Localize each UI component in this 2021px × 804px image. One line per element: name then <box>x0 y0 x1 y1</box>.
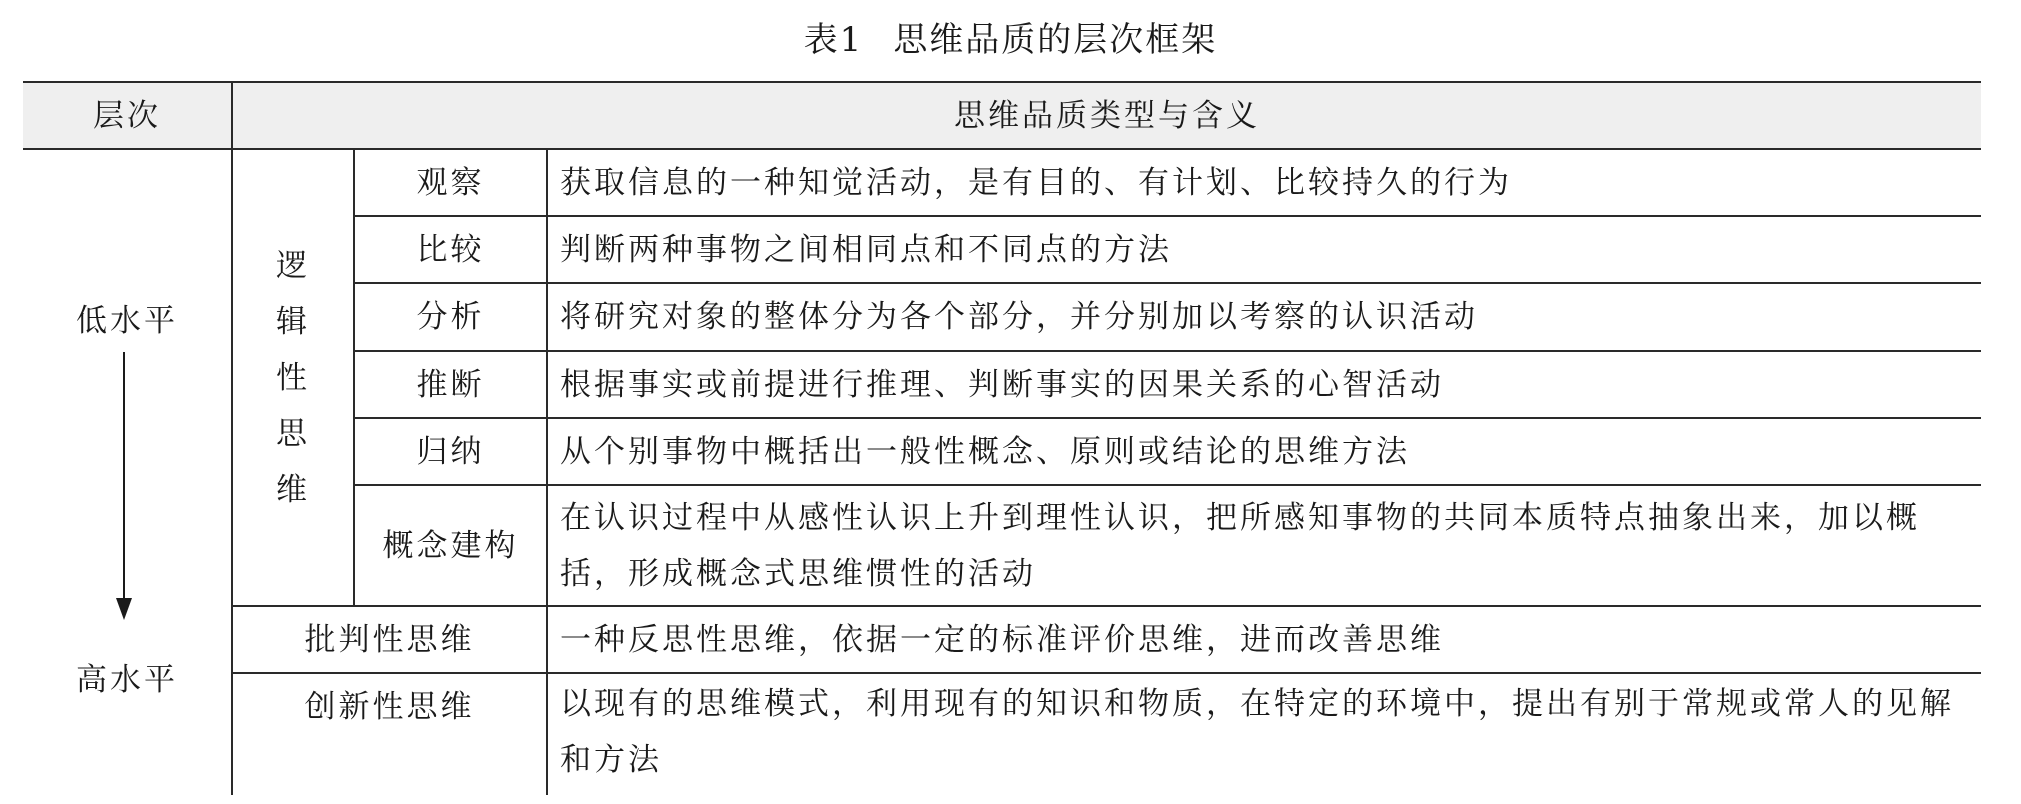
logical-label-char: 性 <box>276 359 310 396</box>
type-cell: 比较 <box>416 231 485 268</box>
meaning-cell: 以现有的思维模式，利用现有的知识和物质，在特定的环境中，提出有别于常规或常人的见解和方法 <box>560 686 1954 778</box>
level-low: 低水平 <box>76 303 178 339</box>
type-cell: 创新性思维 <box>304 689 475 725</box>
logical-label-char: 思 <box>276 415 310 452</box>
header-types: 思维品质类型与含义 <box>954 97 1260 134</box>
meaning-cell: 判断两种事物之间相同点和不同点的方法 <box>560 231 1172 268</box>
logical-label-char: 逻 <box>276 247 310 284</box>
logical-label-char: 辑 <box>276 303 310 340</box>
arrow-down-icon <box>116 598 132 620</box>
logical-thinking-label <box>233 150 353 605</box>
table-number: 表1 <box>803 20 864 60</box>
meaning-cell: 将研究对象的整体分为各个部分，并分别加以考察的认识活动 <box>560 299 1478 335</box>
table-title: 思维品质的层次框架 <box>893 20 1218 60</box>
meaning-cell: 根据事实或前提进行推理、判断事实的因果关系的心智活动 <box>560 366 1444 403</box>
meaning-cell: 在认识过程中从感性认识上升到理性认识，把所感知事物的共同本质特点抽象出来，加以概括，形成概念式思维惯性的活动 <box>560 499 1920 592</box>
type-cell: 推断 <box>416 366 485 403</box>
level-arrow-shaft <box>123 352 125 600</box>
header-level: 层次 <box>93 97 161 134</box>
type-cell: 批判性思维 <box>304 621 475 658</box>
logical-label-char: 维 <box>276 471 310 508</box>
meaning-cell: 获取信息的一种知觉活动，是有目的、有计划、比较持久的行为 <box>560 164 1512 201</box>
level-high: 高水平 <box>76 662 178 698</box>
type-cell: 分析 <box>416 299 485 335</box>
meaning-cell: 一种反思性思维，依据一定的标准评价思维，进而改善思维 <box>560 621 1444 658</box>
type-cell: 观察 <box>416 164 485 201</box>
meaning-cell: 从个别事物中概括出一般性概念、原则或结论的思维方法 <box>560 433 1410 470</box>
table-caption <box>0 16 2021 64</box>
type-cell: 概念建构 <box>382 527 519 564</box>
rule-col-type <box>546 148 548 795</box>
type-cell: 归纳 <box>416 433 485 470</box>
